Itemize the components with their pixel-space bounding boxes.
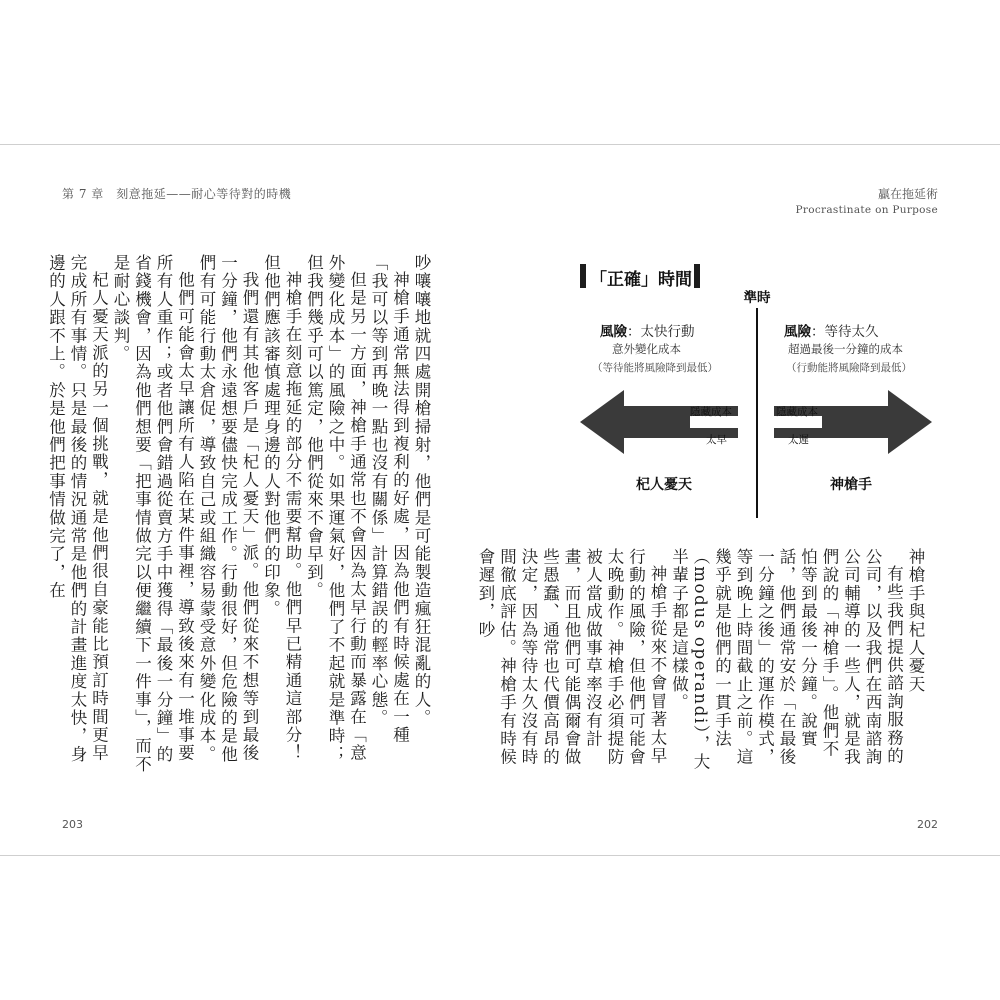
left-hidden-cost-label: 隱藏成本: [690, 406, 732, 418]
section-title: 神槍手與杞人憂天: [906, 548, 925, 694]
worrier-label: 杞人憂天: [636, 477, 692, 493]
paragraph: 神槍手在刻意拖延的部分不需要幫助。他們早已精通這部分！但他們應該審慎處理身邊的人對他們的印象。: [261, 254, 302, 762]
page-number-right: 202: [917, 818, 938, 831]
risk-value: ：等待太久: [811, 324, 879, 340]
left-risk-heading: [600, 320, 695, 340]
paragraph-text: ），大半輩子都是這樣做。: [669, 548, 710, 772]
right-risk-heading: [784, 320, 879, 340]
diagram-title: 「正確」時間: [590, 270, 692, 290]
left-risk-cost: 意外變化成本: [612, 342, 681, 356]
left-page-body: [46, 254, 432, 774]
on-time-label: 準時: [743, 290, 771, 306]
right-hidden-cost-label: 隱藏成本: [776, 406, 818, 418]
arrows-graphic: [566, 382, 946, 462]
running-head-right: [796, 185, 938, 216]
page-number-left: 203: [62, 818, 83, 831]
paragraph: 神槍手從來不會冒著太早行動的風險，但他們可能會太晚動作。神槍手必須提防被人當成做事草率沒有計畫，而且他們可能偶爾會做些愚蠢、通常也代價高昂的決定，因為等待太久沒有時間徹底評估。神槍手有時候會遲到，吵: [476, 548, 667, 767]
paragraph: 他們可能會太早讓所有人陷在某件事裡，導致後來有一堆事要所有人重作；或者他們會錯過從賣方手中獲得「最後一分鐘」的省錢機會，因為他們想要「把事情做完以便繼續下一件事」，而不是耐心談判。: [111, 254, 195, 774]
paragraph: 神槍手通常無法得到複利的好處，因為他們有時候處在一種「我可以等到再晚一點也沒有關係」計算錯誤的輕率心態。: [369, 254, 410, 744]
risk-label: 風險: [600, 324, 627, 340]
paragraph: 杞人憂天派的另一個挑戰，就是他們很自豪能比預訂時間更早完成所有事情。只是最後的情況通常是他們的計畫進度太快，身邊的人跟不上。於是他們把事情做完了，在: [46, 254, 109, 764]
right-page-body: [476, 548, 926, 776]
right-risk-note: （行動能將風險降到最低）: [786, 362, 912, 374]
title-bar-decoration: [694, 264, 700, 288]
risk-value: ：太快行動: [627, 324, 695, 340]
title-bar-decoration: [580, 264, 586, 288]
right-risk-cost: 超過最後一分鐘的成本: [788, 342, 903, 356]
paragraph: [668, 548, 905, 776]
timing-diagram: [566, 262, 946, 532]
latin-phrase: modus operandi: [691, 566, 710, 725]
sharpshooter-label: 神槍手: [830, 477, 872, 493]
left-timing-label: 太早: [706, 434, 727, 446]
paragraph-text: 有些我們提供諮詢服務的公司，以及我們在西南諮詢公司輔導的一些人，就是我們說的「神槍手」。他們不怕等到最後一分鐘。說實話，他們通常安於「在最後一分鐘之後」的運作模式，等到晚上時間截止之前。這幾乎就是他們的一貫手法（: [691, 548, 904, 767]
risk-label: 風險: [784, 324, 811, 340]
right-timing-label: 太遲: [788, 434, 809, 446]
paragraph: 我們還有其他客戶是「杞人憂天」派。他們從來不想等到最後一分鐘，他們永遠想要儘快完成工作。行動很好，但危險的是他們有可能行動太倉促，導致自己或組織容易蒙受意外變化成本。: [197, 254, 259, 764]
book-subtitle: Procrastinate on Purpose: [795, 204, 938, 216]
paragraph: 但是另一方面，神槍手通常也不會因為太早行動而暴露在「意外變化成本」的風險之中。如果運氣好，他們了不起就是準時；但我們幾乎可以篤定，他們從來不會早到。: [304, 254, 367, 764]
running-head-left: 第 7 章 刻意拖延——耐心等待對的時機: [62, 187, 292, 201]
book-title: 贏在拖延術: [877, 187, 938, 201]
left-risk-note: （等待能將風險降到最低）: [592, 362, 718, 374]
paragraph: 吵嚷嚷地就四處開槍掃射，他們是可能製造瘋狂混亂的人。: [412, 254, 431, 728]
